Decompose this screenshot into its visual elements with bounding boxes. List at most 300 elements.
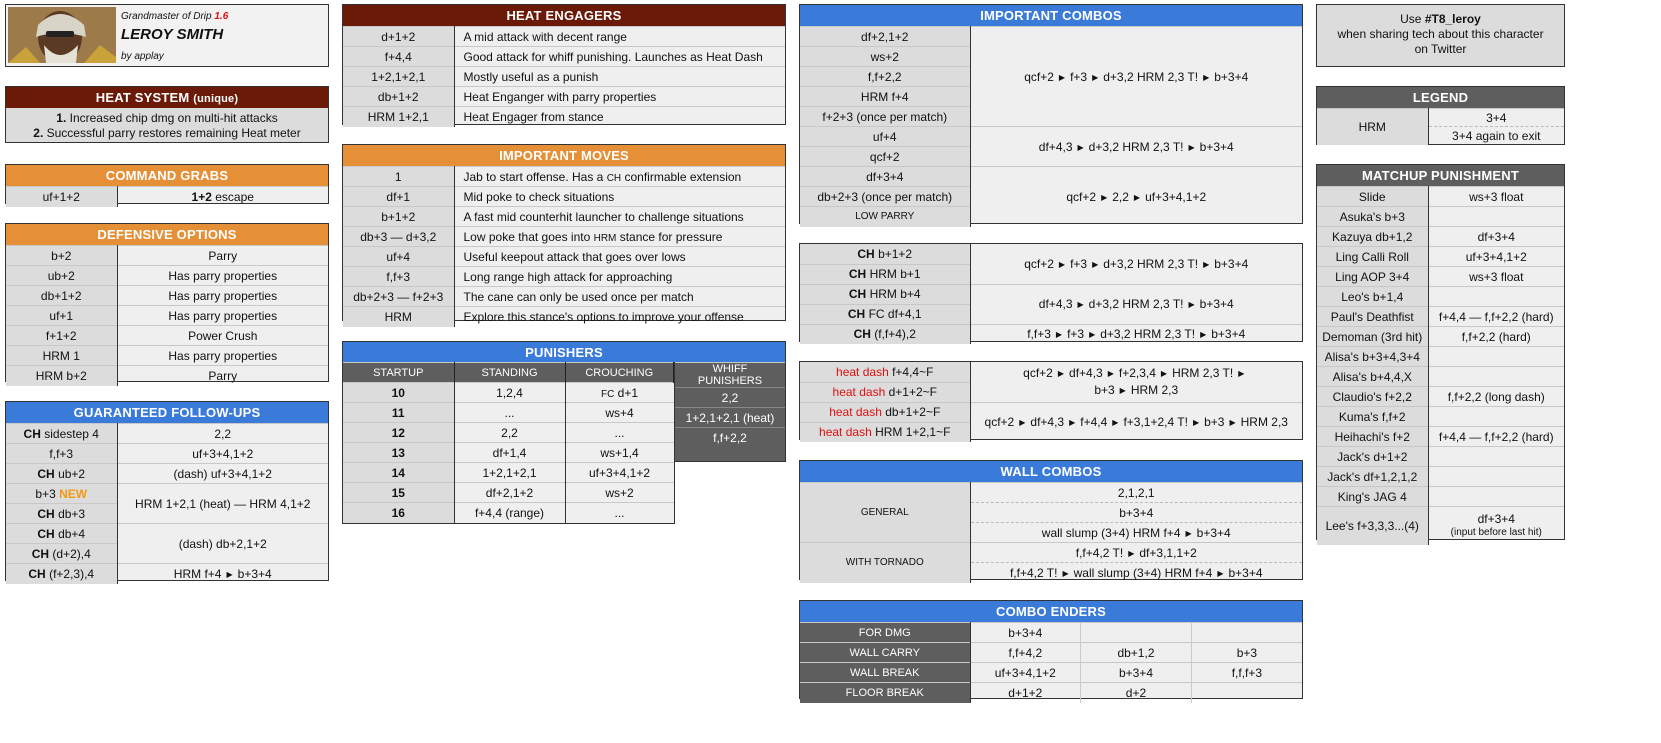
grab-desc xyxy=(117,187,328,207)
arrow-right-icon: ▶ xyxy=(1133,192,1141,202)
combo-step: f+2,3,4 xyxy=(1118,365,1156,380)
table-row xyxy=(343,287,785,307)
punish-option: ws+3 float xyxy=(1428,267,1564,287)
combo-step: 2,2 xyxy=(1112,189,1129,204)
move-input: uf+4 xyxy=(343,247,454,267)
table-row xyxy=(6,246,328,266)
counter-hit-tag: CH xyxy=(37,526,55,541)
followup-input-text: sidestep 4 xyxy=(40,426,99,441)
table-row xyxy=(800,402,1302,422)
legend-table xyxy=(1317,108,1564,145)
followup-input-text: db+3 xyxy=(54,506,86,521)
share-line-3: on Twitter xyxy=(1414,42,1467,56)
important-moves-table xyxy=(343,166,785,327)
followup-input-text: ub+2 xyxy=(54,466,86,481)
profile-version: 1.6 xyxy=(214,11,229,22)
col-header-standing: STANDING xyxy=(454,363,565,383)
followup-input xyxy=(6,504,117,524)
standing-punisher: 1+2,1+2,1 xyxy=(454,463,565,483)
arrow-right-icon: ▶ xyxy=(1160,368,1168,378)
whiff-punisher: f,f+2,2 xyxy=(675,428,785,448)
ender-category: WALL CARRY xyxy=(800,643,970,663)
punish-option xyxy=(1428,407,1564,427)
combo-step: HRM 2,3 xyxy=(1240,415,1288,430)
counter-hit-tag: CH xyxy=(853,327,871,342)
combo-step: f+3,1+2,4 T! xyxy=(1123,415,1188,430)
combo-starter xyxy=(800,324,970,344)
wall-combos-table xyxy=(800,482,1302,583)
table-row xyxy=(800,167,1302,187)
combo-step: df+4,3 xyxy=(1030,415,1065,430)
ender-value xyxy=(1081,623,1192,643)
table-row xyxy=(1317,227,1564,247)
combo-starter: f+2+3 (once per match) xyxy=(800,107,970,127)
table-row xyxy=(343,267,785,287)
defense-desc: Has parry properties xyxy=(117,306,328,326)
table-row xyxy=(343,483,674,503)
wall-combo-category: GENERAL xyxy=(800,483,970,543)
arrow-right-icon: ▶ xyxy=(1203,72,1210,82)
share-line-1 xyxy=(1317,12,1564,27)
table-row xyxy=(6,366,328,386)
combo-starter-text: HRM b+4 xyxy=(866,287,921,301)
punish-option: df+3+4 xyxy=(1428,227,1564,247)
engager-input: 1+2,1+2,1 xyxy=(343,67,454,87)
share-prefix: Use xyxy=(1400,12,1425,26)
arrow-right-icon: ▶ xyxy=(1112,418,1119,428)
defensive-options-table xyxy=(6,245,328,386)
counter-hit-tag: CH xyxy=(606,172,622,184)
table-row xyxy=(800,27,1302,47)
punishers-header: PUNISHERS xyxy=(342,341,786,362)
table-row xyxy=(800,663,1302,683)
crouching-punisher: uf+3+4,1+2 xyxy=(565,463,674,483)
new-badge: NEW xyxy=(59,486,88,501)
combo-step: d+3,2 HRM 2,3 T! xyxy=(1103,256,1199,271)
arrow-right-icon: ▶ xyxy=(1229,418,1236,428)
grab-escape-input: 1+2 xyxy=(191,189,212,204)
combo-step: wall slump (3+4) HRM f+4 xyxy=(1041,525,1181,540)
arrow-right-icon: ▶ xyxy=(1057,368,1065,378)
wall-combo-category: WITH TORNADO xyxy=(800,543,970,583)
move-input: df+1 xyxy=(343,187,454,207)
important-combos-table xyxy=(800,26,1302,227)
col-header-crouching: CROUCHING xyxy=(565,363,674,383)
table-row xyxy=(6,524,328,544)
table-row xyxy=(343,187,785,207)
defense-desc: Parry xyxy=(117,366,328,386)
followup-input-text: (f+2,3),4 xyxy=(45,566,95,581)
combo-route xyxy=(970,324,1302,344)
table-row xyxy=(343,403,674,423)
combo-step: b+3+4 xyxy=(237,566,272,581)
opponent-move: Kazuya db+1,2 xyxy=(1317,227,1428,247)
table-row xyxy=(1317,387,1564,407)
arrow-right-icon: ▶ xyxy=(1217,568,1224,578)
crouching-punisher: ... xyxy=(565,423,674,443)
table-row xyxy=(343,423,674,443)
arrow-right-icon: ▶ xyxy=(1062,568,1069,578)
table-row xyxy=(800,127,1302,147)
engager-desc: A mid attack with decent range xyxy=(454,27,785,47)
table-row xyxy=(1317,109,1564,127)
combo-starter-text: b+1+2 xyxy=(874,246,913,261)
combo-step: f,f+4,2 T! xyxy=(1009,565,1058,580)
punish-option xyxy=(1428,287,1564,307)
whiff-punisher: 2,2 xyxy=(675,388,785,408)
arrow-right-icon: ▶ xyxy=(1101,192,1108,202)
punish-option xyxy=(1428,447,1564,467)
table-row xyxy=(1317,407,1564,427)
followup-output: (dash) uf+3+4,1+2 xyxy=(117,464,328,484)
stance-tag: HRM xyxy=(593,232,617,244)
followup-input-text: (d+2),4 xyxy=(49,546,91,561)
move-input: b+1+2 xyxy=(343,207,454,227)
followup-input xyxy=(6,564,117,584)
table-row xyxy=(675,428,785,448)
combo-starter xyxy=(800,382,970,402)
arrow-right-icon: ▶ xyxy=(1185,528,1192,538)
table-row xyxy=(6,346,328,366)
ender-value: d+1+2 xyxy=(970,683,1081,703)
table-row xyxy=(6,424,328,444)
followup-input-text: b+3 xyxy=(35,486,60,501)
combo-step: f,f+3 xyxy=(1027,327,1051,342)
combo-route-line xyxy=(975,382,1299,399)
combo-starter xyxy=(800,244,970,264)
heat-system-item xyxy=(6,111,328,125)
combo-starter-text: FC df+4,1 xyxy=(865,307,922,321)
opponent-move: Asuka's b+3 xyxy=(1317,207,1428,227)
defensive-options-panel xyxy=(5,223,329,382)
fc-tag: FC xyxy=(600,388,615,400)
heat-system-panel xyxy=(5,86,329,143)
legend-value: 3+4 xyxy=(1428,109,1564,127)
counter-hit-tag: CH xyxy=(28,566,46,581)
whiff-punishers xyxy=(675,362,786,462)
opponent-move: Claudio's f+2,2 xyxy=(1317,387,1428,407)
table-row xyxy=(1317,187,1564,207)
followup-input xyxy=(6,424,117,444)
combo-step: b+3+4 xyxy=(1211,327,1246,342)
character-name: LEROY SMITH xyxy=(121,26,224,43)
heat-system-item-text: Increased chip dmg on multi-hit attacks xyxy=(69,111,278,125)
table-row xyxy=(343,67,785,87)
combo-step: f+4,4 xyxy=(1080,415,1108,430)
combo-step: b+3 xyxy=(1094,382,1115,397)
punish-option: f,f+2,2 (long dash) xyxy=(1428,387,1564,407)
ender-category: FLOOR BREAK xyxy=(800,683,970,703)
combo-step: HRM 2,3 xyxy=(1130,382,1179,397)
arrow-right-icon: ▶ xyxy=(1069,418,1076,428)
combo-step: df+4,3 xyxy=(1038,297,1073,311)
combo-step: b+3+4 xyxy=(1199,139,1234,154)
move-desc: Mid poke to check situations xyxy=(454,187,785,207)
startup-frames: 10 xyxy=(343,383,454,403)
followup-output: 2,2 xyxy=(117,424,328,444)
guaranteed-followups-panel xyxy=(5,401,329,581)
table-row xyxy=(800,623,1302,643)
table-row xyxy=(6,306,328,326)
arrow-right-icon: ▶ xyxy=(1238,368,1245,378)
combo-step: d+3,2 HRM 2,3 T! xyxy=(1088,297,1184,311)
combo-route xyxy=(970,284,1302,324)
arrow-right-icon: ▶ xyxy=(1188,300,1195,309)
opponent-move: Jack's df+1,2,1,2 xyxy=(1317,467,1428,487)
table-row xyxy=(800,284,1302,304)
profile-author: by applay xyxy=(121,51,164,62)
combo-starter: LOW PARRY xyxy=(800,207,970,227)
heat-system-header xyxy=(6,87,328,108)
combo-route xyxy=(970,27,1302,127)
share-note xyxy=(1316,4,1565,67)
opponent-move: Slide xyxy=(1317,187,1428,207)
followup-input xyxy=(6,464,117,484)
legend-key: HRM xyxy=(1317,109,1428,145)
counter-hit-tag: CH xyxy=(37,506,55,521)
share-line-2: when sharing tech about this character xyxy=(1337,27,1544,41)
table-row xyxy=(6,266,328,286)
table-row xyxy=(343,107,785,127)
combo-step: d+3,2 HRM 2,3 T! xyxy=(1088,139,1184,154)
combo-route xyxy=(970,362,1302,402)
punish-option xyxy=(1428,367,1564,387)
defense-input: db+1+2 xyxy=(6,286,117,306)
table-row xyxy=(1317,507,1564,545)
startup-frames: 11 xyxy=(343,403,454,423)
arrow-right-icon: ▶ xyxy=(1092,259,1099,269)
heat-dash-tag: heat dash xyxy=(832,385,886,399)
combo-step: wall slump (3+4) HRM f+4 xyxy=(1073,565,1213,580)
arrow-right-icon: ▶ xyxy=(1077,142,1084,152)
table-row xyxy=(343,383,674,403)
command-grabs-table xyxy=(6,186,328,207)
crouching-punisher: ws+1,4 xyxy=(565,443,674,463)
table-row xyxy=(1317,307,1564,327)
arrow-right-icon: ▶ xyxy=(1188,142,1195,152)
move-desc: The cane can only be used once per match xyxy=(454,287,785,307)
table-row xyxy=(675,388,785,408)
important-combos-header: IMPORTANT COMBOS xyxy=(800,5,1302,26)
table-row xyxy=(6,286,328,306)
ch-combos-table xyxy=(800,244,1302,344)
defense-desc: Has parry properties xyxy=(117,346,328,366)
table-row xyxy=(343,227,785,247)
heat-engagers-header: HEAT ENGAGERS xyxy=(343,5,785,26)
col-header-whiff: WHIFF PUNISHERS xyxy=(675,363,785,388)
table-row xyxy=(343,307,785,327)
opponent-move: King's JAG 4 xyxy=(1317,487,1428,507)
wall-combo-route: 2,1,2,1 xyxy=(970,483,1302,503)
table-row xyxy=(6,564,328,584)
counter-hit-tag: CH xyxy=(23,426,41,441)
combo-step: qcf+2 xyxy=(1023,365,1053,380)
punish-option xyxy=(1428,507,1564,545)
table-row xyxy=(1317,287,1564,307)
combo-starter: HRM f+4 xyxy=(800,87,970,107)
table-row xyxy=(6,484,328,504)
combo-route xyxy=(970,402,1302,442)
startup-frames: 16 xyxy=(343,503,454,523)
heat-system-title: HEAT SYSTEM xyxy=(95,90,190,105)
table-row xyxy=(1317,427,1564,447)
combo-step: qcf+2 xyxy=(1066,189,1097,204)
startup-frames: 14 xyxy=(343,463,454,483)
punish-option: f+4,4 — f,f+2,2 (hard) xyxy=(1428,427,1564,447)
followup-input xyxy=(6,524,117,544)
combo-step: qcf+2 xyxy=(984,415,1015,430)
wall-combo-route xyxy=(970,563,1302,583)
arrow-right-icon: ▶ xyxy=(1055,330,1063,340)
engager-desc: Mostly useful as a punish xyxy=(454,67,785,87)
defense-desc: Has parry properties xyxy=(117,286,328,306)
combo-step: b+3+4 xyxy=(1214,256,1249,271)
heat-system-title-suffix: (unique) xyxy=(193,93,239,105)
engager-desc: Heat Enganger with parry properties xyxy=(454,87,785,107)
ender-value: b+3+4 xyxy=(970,623,1081,643)
combo-starter xyxy=(800,264,970,284)
table-row xyxy=(800,324,1302,344)
table-row xyxy=(343,167,785,187)
move-desc-text: confirmable extension xyxy=(621,169,742,184)
standing-punisher: 2,2 xyxy=(454,423,565,443)
opponent-move: Paul's Deathfist xyxy=(1317,307,1428,327)
standing-punisher: f+4,4 (range) xyxy=(454,503,565,523)
defense-input: f+1+2 xyxy=(6,326,117,346)
followup-input xyxy=(6,544,117,564)
heat-dash-tag: heat dash xyxy=(836,364,889,379)
punish-option xyxy=(1428,347,1564,367)
table-row xyxy=(800,483,1302,503)
table-row xyxy=(1317,327,1564,347)
legend-value: 3+4 again to exit xyxy=(1428,127,1564,145)
wall-combos-header: WALL COMBOS xyxy=(800,461,1302,482)
engager-input: f+4,4 xyxy=(343,47,454,67)
table-row xyxy=(343,463,674,483)
combo-step: df+4,3 xyxy=(1069,365,1103,380)
table-row xyxy=(6,444,328,464)
engager-input: d+1+2 xyxy=(343,27,454,47)
followup-output: uf+3+4,1+2 xyxy=(117,444,328,464)
combo-starter: df+2,1+2 xyxy=(800,27,970,47)
profile-subtitle-line xyxy=(121,11,228,22)
legend-header: LEGEND xyxy=(1317,87,1564,108)
table-row xyxy=(6,464,328,484)
opponent-move: Alisa's b+3+4,3+4 xyxy=(1317,347,1428,367)
combo-route xyxy=(970,167,1302,227)
wall-combo-route xyxy=(970,543,1302,563)
table-row xyxy=(800,683,1302,703)
combo-starter: qcf+2 xyxy=(800,147,970,167)
table-row xyxy=(343,87,785,107)
punishers-main xyxy=(342,362,675,524)
combo-starter-text: HRM 1+2,1~F xyxy=(871,425,951,440)
combo-starter: ws+2 xyxy=(800,47,970,67)
heat-system-item-text: Successful parry restores remaining Heat meter xyxy=(46,126,301,140)
followup-output: (dash) db+2,1+2 xyxy=(117,524,328,564)
punish-option xyxy=(1428,487,1564,507)
followup-input-text: db+4 xyxy=(54,526,86,541)
combo-starter-text: HRM b+1 xyxy=(866,267,921,281)
combo-step: b+3 xyxy=(1204,415,1225,430)
opponent-move: Jack's d+1+2 xyxy=(1317,447,1428,467)
opponent-move: Kuma's f,f+2 xyxy=(1317,407,1428,427)
combo-starter xyxy=(800,304,970,324)
opponent-move: Lee's f+3,3,3...(4) xyxy=(1317,507,1428,545)
whiff-punishers-table xyxy=(675,362,785,448)
arrow-right-icon: ▶ xyxy=(1089,330,1096,340)
move-desc xyxy=(454,227,785,247)
move-desc-text: Jab to start offense. Has a xyxy=(463,169,607,184)
crouching-punisher: ws+2 xyxy=(565,483,674,503)
guaranteed-followups-header: GUARANTEED FOLLOW-UPS xyxy=(6,402,328,423)
table-row xyxy=(1317,347,1564,367)
opponent-move: Heihachi's f+2 xyxy=(1317,427,1428,447)
startup-frames: 12 xyxy=(343,423,454,443)
table-row xyxy=(1317,367,1564,387)
move-input: db+2+3 — f+2+3 xyxy=(343,287,454,307)
combo-starter xyxy=(800,284,970,304)
combo-step: b+3+4 xyxy=(1199,297,1234,311)
punish-option xyxy=(1428,467,1564,487)
whiff-punisher: 1+2,1+2,1 (heat) xyxy=(675,408,785,428)
defense-input: HRM 1 xyxy=(6,346,117,366)
crouching-punisher xyxy=(565,383,674,403)
grab-escape-text: escape xyxy=(211,189,254,204)
ender-value xyxy=(1191,623,1302,643)
share-hashtag: #T8_leroy xyxy=(1424,12,1481,26)
arrow-right-icon: ▶ xyxy=(226,569,233,579)
standing-punisher: 1,2,4 xyxy=(454,383,565,403)
combo-step: qcf+2 xyxy=(1024,256,1054,271)
counter-hit-tag: CH xyxy=(847,307,866,321)
counter-hit-tag: CH xyxy=(37,466,55,481)
counter-hit-tag: CH xyxy=(848,287,867,301)
defense-input: uf+1 xyxy=(6,306,117,326)
followup-output xyxy=(117,564,328,584)
opponent-move: Demoman (3rd hit) xyxy=(1317,327,1428,347)
ender-value: d+2 xyxy=(1081,683,1192,703)
move-desc-text: stance for pressure xyxy=(616,229,723,244)
table-row xyxy=(800,362,1302,382)
ender-value: f,f,f+3 xyxy=(1191,663,1302,683)
defense-input: ub+2 xyxy=(6,266,117,286)
table-row xyxy=(343,207,785,227)
table-row xyxy=(343,443,674,463)
ender-value: uf+3+4,1+2 xyxy=(970,663,1081,683)
combo-starter xyxy=(800,422,970,442)
engager-desc: Heat Engager from stance xyxy=(454,107,785,127)
combo-starter xyxy=(800,402,970,422)
engager-input: db+1+2 xyxy=(343,87,454,107)
combo-starter: f,f+2,2 xyxy=(800,67,970,87)
combo-starter-text: (f,f+4),2 xyxy=(870,327,916,342)
table-row xyxy=(800,543,1302,563)
followup-input: f,f+3 xyxy=(6,444,117,464)
engager-desc: Good attack for whiff punishing. Launches as Heat Dash xyxy=(454,47,785,67)
ender-value: db+1,2 xyxy=(1081,643,1192,663)
table-row xyxy=(1317,207,1564,227)
col-header-startup: STARTUP xyxy=(343,363,454,383)
arrow-right-icon: ▶ xyxy=(1203,259,1210,269)
heat-system-item-number: 1. xyxy=(56,111,67,125)
character-portrait xyxy=(8,7,116,63)
combo-step: d+3,2 HRM 2,3 T! xyxy=(1103,69,1199,84)
punishers-panel xyxy=(342,341,786,519)
combo-step: d+3,2 HRM 2,3 T! xyxy=(1100,327,1196,342)
ender-value xyxy=(1191,683,1302,703)
combo-step: f,f+4,2 T! xyxy=(1075,545,1124,560)
